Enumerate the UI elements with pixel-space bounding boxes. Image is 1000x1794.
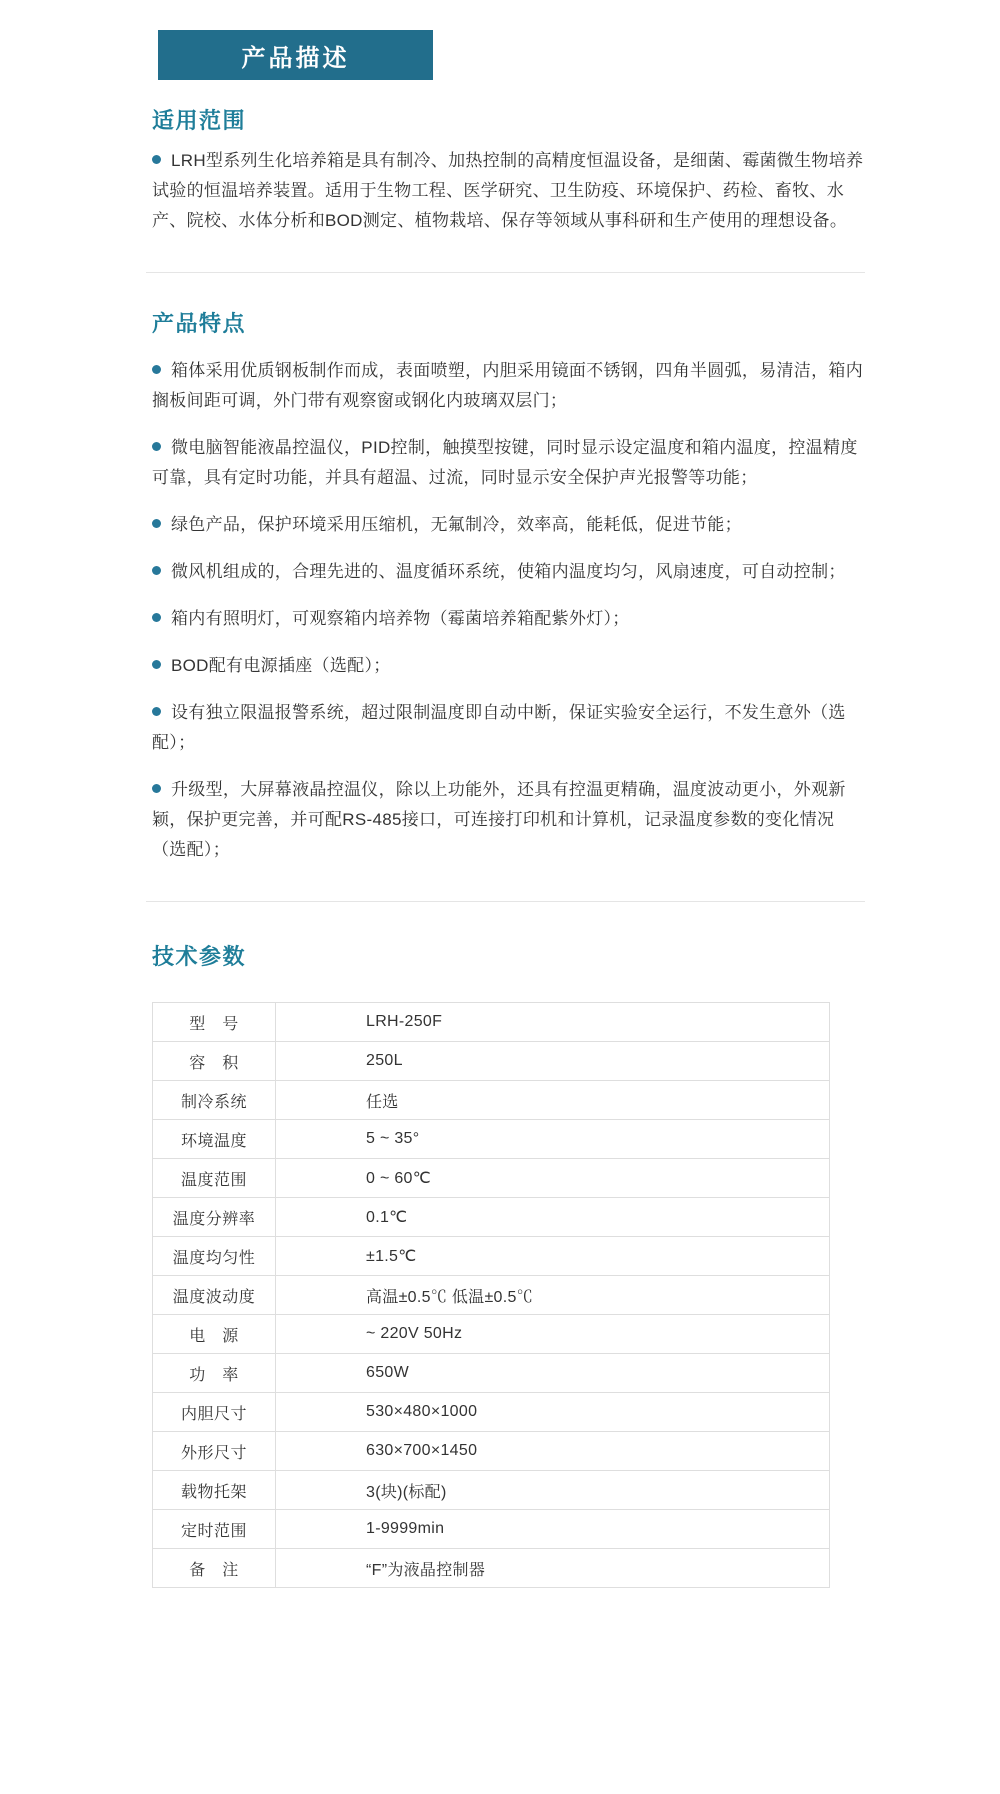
spec-value: 250L (276, 1042, 830, 1081)
spec-value: 1-9999min (276, 1510, 830, 1549)
feature-text: BOD配有电源插座（选配）； (171, 656, 391, 675)
spec-label: 电 源 (153, 1315, 276, 1354)
spec-row (153, 1393, 830, 1432)
spec-label: 温度波动度 (153, 1276, 276, 1315)
bullet-icon (152, 707, 161, 716)
spec-value: ±1.5℃ (276, 1237, 830, 1276)
feature-item (152, 510, 864, 540)
spec-row (153, 1432, 830, 1471)
spec-row (153, 1120, 830, 1159)
features-list (152, 356, 867, 865)
feature-item (152, 698, 864, 758)
product-description-banner (158, 30, 433, 80)
spec-row (153, 1315, 830, 1354)
spec-row (153, 1471, 830, 1510)
spec-value: 5 ~ 35° (276, 1120, 830, 1159)
section-divider (146, 272, 865, 273)
spec-value: 650W (276, 1354, 830, 1393)
spec-value: 任选 (276, 1081, 830, 1120)
spec-row (153, 1198, 830, 1237)
bullet-icon (152, 519, 161, 528)
spec-row (153, 1081, 830, 1120)
specs-table-body (153, 1003, 830, 1588)
spec-row (153, 1003, 830, 1042)
scope-section (152, 106, 867, 236)
spec-value: 3(块)(标配) (276, 1471, 830, 1510)
bullet-icon (152, 155, 161, 164)
scope-paragraph (152, 146, 864, 236)
spec-row (153, 1549, 830, 1588)
spec-row (153, 1042, 830, 1081)
bullet-icon (152, 566, 161, 575)
feature-text: 微电脑智能液晶控温仪，PID控制，触摸型按键，同时显示设定温度和箱内温度，控温精度可靠，具有定时功能，并具有超温、过流，同时显示安全保护声光报警等功能； (152, 438, 858, 487)
feature-text: 升级型，大屏幕液晶控温仪，除以上功能外，还具有控温更精确，温度波动更小，外观新颖，保护更完善，并可配RS-485接口，可连接打印机和计算机，记录温度参数的变化情况（选配）； (152, 780, 846, 859)
spec-row (153, 1354, 830, 1393)
spec-row (153, 1276, 830, 1315)
specs-heading: 技术参数 (152, 944, 247, 969)
bullet-icon (152, 613, 161, 622)
spec-value: 530×480×1000 (276, 1393, 830, 1432)
spec-row (153, 1237, 830, 1276)
spec-value: LRH-250F (276, 1003, 830, 1042)
bullet-icon (152, 365, 161, 374)
spec-row (153, 1159, 830, 1198)
spec-label: 内胆尺寸 (153, 1393, 276, 1432)
spec-value: 0 ~ 60℃ (276, 1159, 830, 1198)
spec-label: 温度均匀性 (153, 1237, 276, 1276)
feature-text: 箱体采用优质钢板制作而成，表面喷塑，内胆采用镜面不锈钢，四角半圆弧，易清洁，箱内搁板间距可调，外门带有观察窗或钢化内玻璃双层门； (152, 361, 863, 410)
feature-item (152, 557, 864, 587)
spec-label: 温度范围 (153, 1159, 276, 1198)
scope-text: LRH型系列生化培养箱是具有制冷、加热控制的高精度恒温设备，是细菌、霉菌微生物培养试验的恒温培养装置。适用于生物工程、医学研究、卫生防疫、环境保护、药检、畜牧、水产、院校、水体分析和BOD测定、植物栽培、保存等领域从事科研和生产使用的理想设备。 (152, 151, 864, 230)
spec-label: 温度分辨率 (153, 1198, 276, 1237)
banner-title: 产品描述 (241, 44, 350, 72)
feature-text: 微风机组成的，合理先进的、温度循环系统，使箱内温度均匀，风扇速度，可自动控制； (171, 562, 846, 581)
spec-label: 功 率 (153, 1354, 276, 1393)
spec-label: 容 积 (153, 1042, 276, 1081)
spec-value: 630×700×1450 (276, 1432, 830, 1471)
spec-label: 载物托架 (153, 1471, 276, 1510)
spec-value: ~ 220V 50Hz (276, 1315, 830, 1354)
spec-label: 型 号 (153, 1003, 276, 1042)
bullet-icon (152, 442, 161, 451)
spec-label: 环境温度 (153, 1120, 276, 1159)
section-divider (146, 901, 865, 902)
feature-text: 箱内有照明灯，可观察箱内培养物（霉菌培养箱配紫外灯）； (171, 609, 630, 628)
bullet-icon (152, 784, 161, 793)
features-heading: 产品特点 (152, 311, 247, 336)
spec-label: 制冷系统 (153, 1081, 276, 1120)
spec-value: “F”为液晶控制器 (276, 1549, 830, 1588)
scope-heading: 适用范围 (152, 108, 247, 133)
feature-text: 设有独立限温报警系统，超过限制温度即自动中断，保证实验安全运行，不发生意外（选配）； (152, 703, 846, 752)
spec-row (153, 1510, 830, 1549)
features-section (152, 309, 867, 865)
spec-value: 高温±0.5℃ 低温±0.5℃ (276, 1276, 830, 1315)
feature-item (152, 604, 864, 634)
spec-label: 外形尺寸 (153, 1432, 276, 1471)
feature-item (152, 651, 864, 681)
feature-item (152, 356, 864, 416)
specs-table (152, 1002, 830, 1588)
feature-item (152, 775, 864, 865)
specs-section (152, 942, 867, 1588)
feature-item (152, 433, 864, 493)
spec-label: 定时范围 (153, 1510, 276, 1549)
spec-label: 备 注 (153, 1549, 276, 1588)
spec-value: 0.1℃ (276, 1198, 830, 1237)
feature-text: 绿色产品，保护环境采用压缩机，无氟制冷，效率高，能耗低，促进节能； (171, 515, 742, 534)
bullet-icon (152, 660, 161, 669)
